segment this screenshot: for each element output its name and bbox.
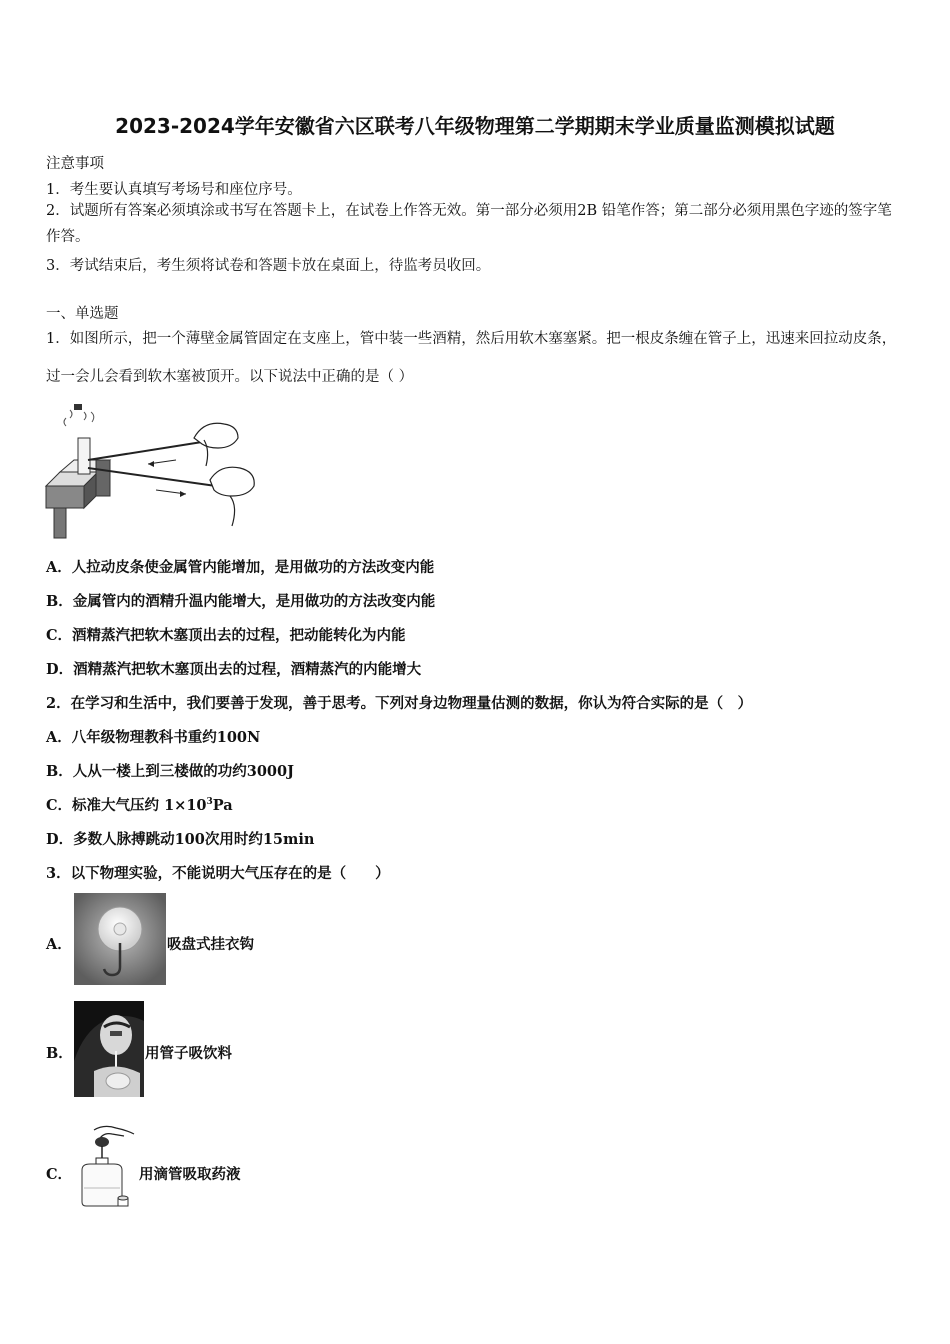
q1-option-a: A．人拉动皮条使金属管内能增加，是用做功的方法改变内能	[46, 559, 435, 576]
q1-stem: 1．如图所示，把一个薄壁金属管固定在支座上，管中装一些酒精，然后用软木塞塞紧。把一根皮条缠在管子上，迅速来回拉动皮条，过一会儿会看到软木塞被顶开。以下说法中正确的是（ ）	[46, 331, 897, 385]
section-heading: 一、单选题	[46, 306, 119, 322]
suction-hook-photo	[74, 893, 166, 985]
q2-option-c-text: C．标准大气压约 1×10	[46, 797, 207, 814]
exam-title: 2023-2024学年安徽省六区联考八年级物理第二学期期末学业质量监测模拟试题	[115, 114, 835, 138]
q3-stem: 3．以下物理实验，不能说明大气压存在的是（ ）	[46, 865, 390, 882]
q1-option-b: B．金属管内的酒精升温内能增大，是用做功的方法改变内能	[46, 593, 436, 610]
dropper-bottle-drawing	[76, 1122, 136, 1212]
notice-heading: 注意事项	[46, 156, 104, 172]
q1-figure-metal-tube-illustration	[44, 398, 266, 540]
q3-option-a-text: 吸盘式挂衣钩	[167, 936, 254, 953]
q2-option-b: B．人从一楼上到三楼做的功约3000J	[46, 763, 294, 780]
q3-option-c-text: 用滴管吸取药液	[139, 1166, 241, 1183]
q3-option-b-letter: B．	[46, 1045, 73, 1062]
q3-option-c-letter: C．	[46, 1166, 73, 1183]
q3-option-a-letter: A．	[46, 936, 72, 953]
notice-item-1: 1．考生要认真填写考场号和座位序号。	[46, 182, 302, 198]
q2-stem: 2．在学习和生活中，我们要善于发现，善于思考。下列对身边物理量估测的数据，你认为符合实际的是（ ）	[46, 695, 753, 712]
q2-option-c-unit: Pa	[212, 797, 233, 814]
q2-option-c-exponent: 3	[206, 797, 213, 808]
q2-option-c	[46, 794, 233, 815]
q3-option-b-text: 用管子吸饮料	[145, 1045, 232, 1062]
straw-drinking-photo	[74, 1001, 144, 1097]
notice-item-3: 3．考试结束后，考生须将试卷和答题卡放在桌面上，待监考员收回。	[46, 258, 491, 274]
notice-item-2: 2．试题所有答案必须填涂或书写在答题卡上，在试卷上作答无效。第一部分必须用2B 铅笔作答；第二部分必须用黑色字迹的签字笔作答。	[46, 203, 892, 245]
q1-option-c: C．酒精蒸汽把软木塞顶出去的过程，把动能转化为内能	[46, 627, 406, 644]
q2-option-d: D．多数人脉搏跳动100次用时约15min	[46, 831, 315, 848]
q2-option-a: A．八年级物理教科书重约100N	[46, 729, 261, 746]
q1-option-d: D．酒精蒸汽把软木塞顶出去的过程，酒精蒸汽的内能增大	[46, 661, 422, 678]
